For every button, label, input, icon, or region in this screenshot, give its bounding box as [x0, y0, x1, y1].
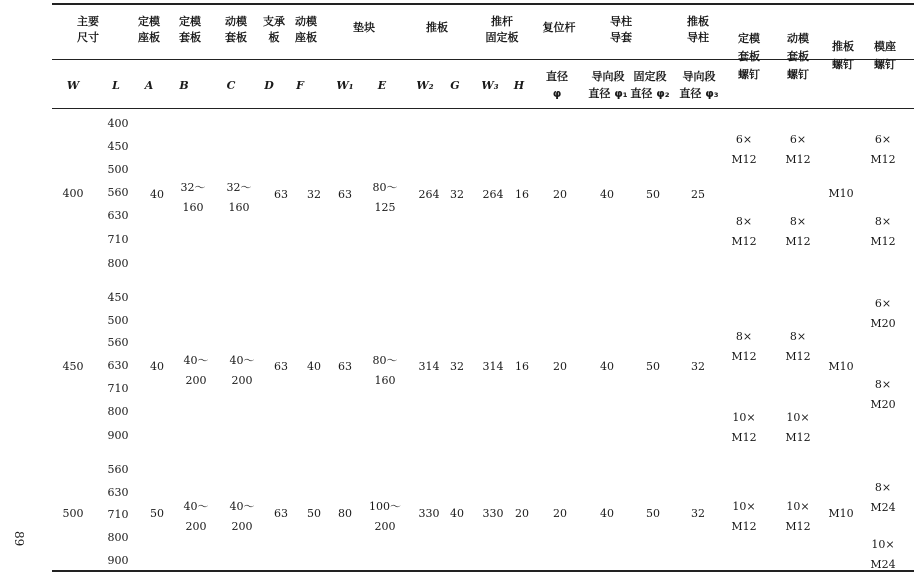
cell-clamp-screw: 8× M20	[870, 378, 896, 411]
cell-W: 500	[62, 507, 84, 520]
cell-D: 63	[274, 188, 288, 201]
header-main-size: 主要 尺寸	[77, 15, 99, 44]
symbol-guide-dia: 导向段 直径 φ₁	[588, 70, 628, 100]
cell-phi2: 50	[646, 360, 660, 373]
header-ejector-plate: 推板	[426, 21, 448, 34]
header-fixed-plate-screw: 定模 套板 螺钉	[738, 32, 760, 81]
cell-clamp-screw: 6× M20	[870, 297, 896, 330]
symbol-F: F	[296, 79, 304, 92]
cell-L: 710	[107, 382, 129, 395]
header-guide-pillar-bush: 导柱 导套	[610, 15, 632, 44]
cell-W3: 314	[482, 360, 504, 373]
cell-ejector-screw: M10	[828, 187, 854, 200]
cell-W1: 63	[338, 360, 352, 373]
cell-moving-screw: 10× M12	[785, 411, 811, 444]
symbol-fixed-dia: 固定段 直径 φ₂	[630, 70, 670, 100]
cell-E: 80～ 125	[372, 181, 398, 214]
header-moving-plate: 动模 套板	[225, 15, 247, 44]
cell-moving-screw: 10× M12	[785, 500, 811, 533]
cell-L: 560	[107, 186, 129, 199]
cell-F: 40	[307, 360, 321, 373]
cell-fixed-screw: 8× M12	[731, 330, 757, 363]
cell-F: 50	[307, 507, 321, 520]
cell-C: 32～ 160	[226, 181, 252, 214]
cell-fixed-screw: 10× M12	[731, 411, 757, 444]
cell-L: 500	[107, 163, 129, 176]
cell-clamp-screw: 10× M24	[870, 538, 896, 571]
cell-phi3: 32	[691, 360, 705, 373]
cell-A: 50	[150, 507, 164, 520]
cell-L: 630	[107, 209, 129, 222]
header-return-pin: 复位杆	[542, 21, 576, 34]
cell-L: 500	[107, 314, 129, 327]
cell-L: 630	[107, 486, 129, 499]
cell-clamp-screw: 8× M24	[870, 481, 896, 514]
cell-C: 40～ 200	[229, 354, 255, 387]
cell-B: 32～ 160	[180, 181, 206, 214]
cell-L: 800	[107, 531, 129, 544]
header-ejector-screw: 推板 螺钉	[832, 40, 854, 71]
symbol-L: L	[112, 79, 120, 92]
cell-W1: 80	[338, 507, 352, 520]
symbol-E: E	[377, 79, 387, 92]
symbol-W2: W₂	[416, 79, 434, 92]
cell-L: 900	[107, 554, 129, 567]
cell-fixed-screw: 10× M12	[731, 500, 757, 533]
header-ejector-retainer: 推杆 固定板	[485, 15, 519, 44]
cell-G: 32	[450, 188, 464, 201]
symbol-D: D	[264, 79, 274, 92]
cell-moving-screw: 8× M12	[785, 330, 811, 363]
header-ejector-guide: 推板 导柱	[687, 15, 709, 44]
cell-L: 450	[107, 291, 129, 304]
symbol-H: H	[513, 79, 525, 92]
cell-H: 16	[515, 188, 529, 201]
cell-L: 710	[107, 508, 129, 521]
cell-W3: 264	[482, 188, 504, 201]
cell-phi2: 50	[646, 188, 660, 201]
cell-B: 40～ 200	[183, 354, 209, 387]
cell-moving-screw: 6× M12	[785, 133, 811, 166]
cell-W2: 314	[418, 360, 440, 373]
page-number: 89	[12, 531, 26, 547]
cell-F: 32	[307, 188, 321, 201]
symbol-W3: W₃	[481, 79, 499, 92]
cell-W2: 330	[418, 507, 440, 520]
cell-C: 40～ 200	[229, 500, 255, 533]
header-moving-clamp-plate: 动模 座板	[295, 15, 317, 44]
cell-B: 40～ 200	[183, 500, 209, 533]
cell-G: 32	[450, 360, 464, 373]
cell-L: 800	[107, 405, 129, 418]
cell-L: 560	[107, 336, 129, 349]
cell-A: 40	[150, 188, 164, 201]
cell-ejector-screw: M10	[828, 360, 854, 373]
cell-phi1: 40	[600, 507, 614, 520]
cell-phi: 20	[553, 507, 567, 520]
cell-phi3: 25	[691, 188, 705, 201]
symbol-A: A	[144, 79, 154, 92]
cell-L: 560	[107, 463, 129, 476]
cell-fixed-screw: 8× M12	[731, 215, 757, 248]
cell-W2: 264	[418, 188, 440, 201]
table-bottom-rule	[52, 570, 914, 572]
cell-L: 630	[107, 359, 129, 372]
cell-D: 63	[274, 360, 288, 373]
symbol-dia: 直径 φ	[546, 70, 568, 100]
cell-fixed-screw: 6× M12	[731, 133, 757, 166]
cell-L: 710	[107, 233, 129, 246]
header-divider-rule	[52, 59, 914, 60]
header-fixed-plate: 定模 套板	[179, 15, 201, 44]
cell-ejector-screw: M10	[828, 507, 854, 520]
cell-phi3: 32	[691, 507, 705, 520]
cell-W3: 330	[482, 507, 504, 520]
cell-A: 40	[150, 360, 164, 373]
header-moving-plate-screw: 动模 套板 螺钉	[787, 32, 809, 81]
cell-G: 40	[450, 507, 464, 520]
cell-phi: 20	[553, 360, 567, 373]
cell-clamp-screw: 6× M12	[870, 133, 896, 166]
header-spacer-block: 垫块	[353, 21, 375, 34]
cell-moving-screw: 8× M12	[785, 215, 811, 248]
symbol-B: B	[179, 79, 189, 92]
header-support-plate: 支承 板	[263, 15, 285, 44]
cell-L: 400	[107, 117, 129, 130]
table-top-rule	[52, 3, 914, 5]
cell-L: 450	[107, 140, 129, 153]
cell-H: 20	[515, 507, 529, 520]
cell-L: 800	[107, 257, 129, 270]
symbol-W1: W₁	[336, 79, 354, 92]
cell-W: 450	[62, 360, 84, 373]
symbol-G: G	[450, 79, 460, 92]
cell-L: 900	[107, 429, 129, 442]
header-fixed-clamp-plate: 定模 座板	[138, 15, 160, 44]
cell-E: 80～ 160	[372, 354, 398, 387]
cell-W: 400	[62, 187, 84, 200]
symbol-W: W	[66, 79, 80, 92]
symbol-ejector-guide-dia: 导向段 直径 φ₃	[679, 70, 719, 100]
symbol-C: C	[226, 79, 236, 92]
cell-phi2: 50	[646, 507, 660, 520]
cell-phi1: 40	[600, 360, 614, 373]
header-clamp-screw: 模座 螺钉	[874, 40, 896, 71]
cell-E: 100～ 200	[369, 500, 401, 533]
header-bottom-rule	[52, 108, 914, 109]
cell-phi1: 40	[600, 188, 614, 201]
cell-H: 16	[515, 360, 529, 373]
cell-D: 63	[274, 507, 288, 520]
cell-phi: 20	[553, 188, 567, 201]
cell-W1: 63	[338, 188, 352, 201]
cell-clamp-screw: 8× M12	[870, 215, 896, 248]
